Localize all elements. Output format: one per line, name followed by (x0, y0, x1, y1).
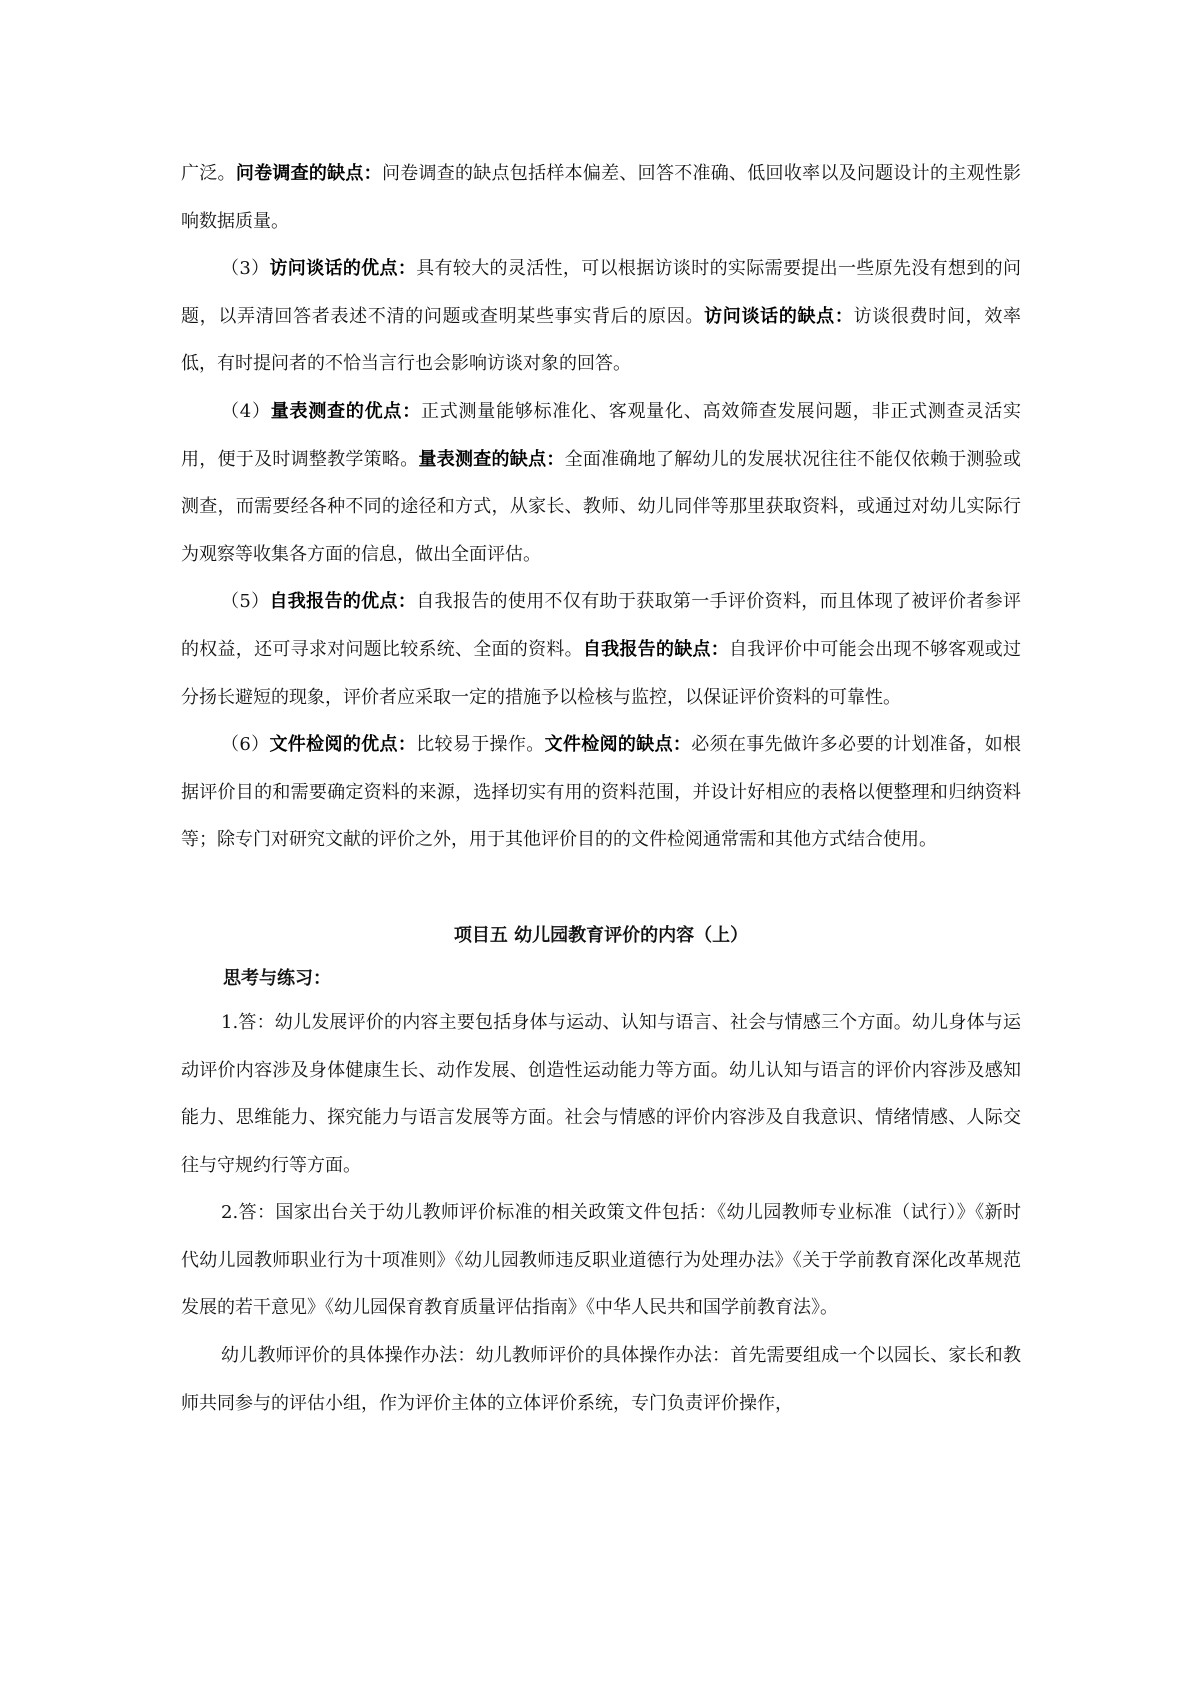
section-title: 项目五 幼儿园教育评价的内容（上） (453, 924, 749, 946)
item-number: （3） (221, 258, 270, 280)
bold-term: 问卷调查的缺点： (235, 163, 382, 184)
paragraph-scale-test (181, 388, 1021, 578)
paragraph-document-review (181, 721, 1021, 864)
bold-term: 文件检阅的优点： (269, 734, 417, 756)
section-subhead: 思考与练习： (223, 967, 331, 989)
text-run: 全面准确地了解幼儿的发展状况往往不能仅依赖于测验或测查，而需要经各种不同的途径和方式，从家长、教师、幼儿同伴等那里获取资料，或通过对幼儿实际行为观察等收集各方面的信息，做出全面评估。 (181, 448, 1022, 565)
answer-1: 1.答：幼儿发展评价的内容主要包括身体与运动、认知与语言、社会与情感三个方面。幼儿身体与运动评价内容涉及身体健康生长、动作发展、创造性运动能力等方面。幼儿认知与语言的评价内容涉及感知能力、思维能力、探究能力与语言发展等方面。社会与情感的评价内容涉及自我意识、情绪情感、人际交往与守规约行等方面。 (181, 1011, 1021, 1176)
item-number: （6） (221, 734, 270, 756)
text-run: 具有较大的灵活性，可以根据访谈时的实际需要提出一些原先没有想到的问题，以弄清回答者表述不清的问题或查明某些事实背后的原因。 (181, 258, 1022, 327)
answer-2-operation: 幼儿教师评价的具体操作办法：幼儿教师评价的具体操作办法：首先需要组成一个以园长、家长和教师共同参与的评估小组，作为评价主体的立体评价系统，专门负责评价操作， (181, 1345, 1021, 1414)
paragraph-interview (181, 245, 1021, 388)
text-run: 广泛。 (181, 163, 236, 184)
item-number: （5） (221, 591, 270, 613)
text-run: 访谈很费时间，效率低，有时提问者的不恰当言行也会影响访谈对象的回答。 (181, 305, 1022, 375)
item-number: （4） (221, 400, 271, 422)
bold-term: 量表测查的缺点： (418, 448, 565, 470)
bold-term: 自我报告的优点： (269, 591, 417, 613)
text-run: 问卷调查的缺点包括样本偏差、回答不准确、低回收率以及问题设计的主观性影响数据质量。 (181, 163, 1022, 232)
bold-term: 文件检阅的缺点： (544, 734, 692, 756)
answer-2: 2.答：国家出台关于幼儿教师评价标准的相关政策文件包括：《幼儿园教师专业标准（试行）》《新时代幼儿园教师职业行为十项准则》《幼儿园教师违反职业道德行为处理办法》《关于学前教育深化改革规范发展的若干意见》《幼儿园保育教育质量评估指南》《中华人民共和国学前教育法》。 (181, 1202, 1021, 1319)
bold-term: 访问谈话的优点： (269, 258, 417, 280)
text-run: 正式测量能够标准化、客观量化、高效筛查发展问题，非正式测查灵活实用，便于及时调整教学策略。 (181, 400, 1022, 470)
bold-term: 访问谈话的缺点： (704, 305, 854, 327)
text-run: 自我报告的使用不仅有助于获取第一手评价资料，而且体现了被评价者参评的权益，还可寻求对问题比较系统、全面的资料。 (181, 591, 1022, 660)
text-run: 比较易于操作。 (416, 734, 545, 756)
paragraph-questionnaire-cons (181, 150, 1021, 245)
paragraph-self-report (181, 578, 1021, 721)
text-run: 自我评价中可能会出现不够客观或过分扬长避短的现象，评价者应采取一定的措施予以检核与监控，以保证评价资料的可靠性。 (181, 638, 1022, 708)
bold-term: 量表测查的优点： (270, 400, 421, 422)
bold-term: 自我报告的缺点： (582, 638, 730, 660)
document-body (181, 150, 1021, 1427)
text-run: 必须在事先做许多必要的计划准备，如根据评价目的和需要确定资料的来源，选择切实有用的资料范围，并设计好相应的表格以便整理和归纳资料等；除专门对研究文献的评价之外，用于其他评价目的的文件检阅通常需和其他方式结合使用。 (181, 734, 1022, 851)
